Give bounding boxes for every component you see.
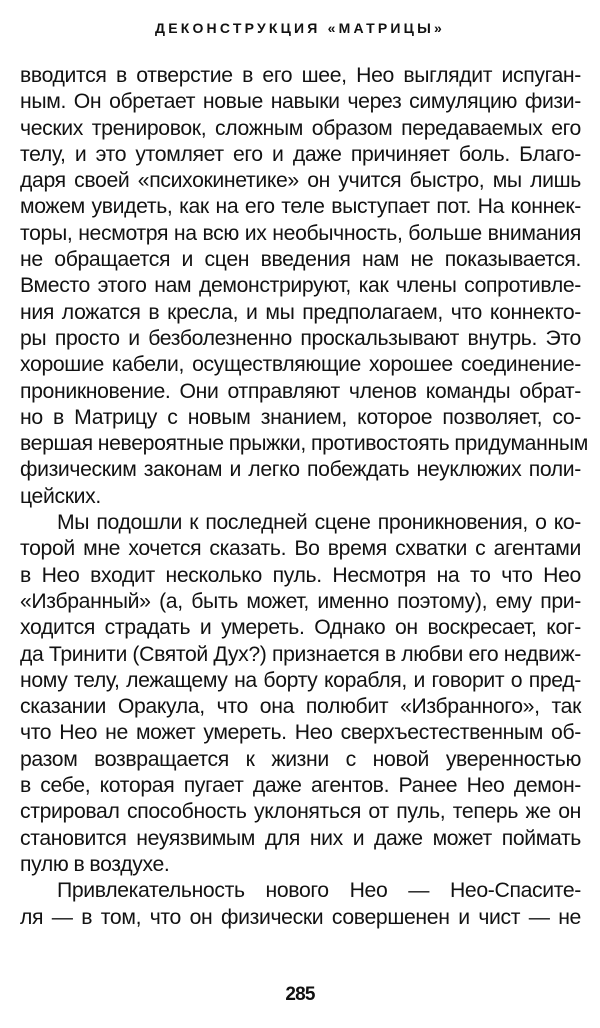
text-line: в себе, которая пугает даже агентов. Ранее Нео демон- — [20, 774, 581, 798]
text-line: ния ложатся в кресла, и мы предполагаем, что коннекто- — [20, 300, 581, 324]
page-body — [20, 63, 588, 931]
text-line: даря своей «психокинетике» он учится быстро, мы лишь — [20, 169, 581, 193]
text-line: ным. Он обретает новые навыки через симуляцию физи- — [20, 90, 581, 114]
page-number: 285 — [285, 984, 315, 1005]
text-line: но в Матрицу с новым знанием, которое позволяет, со- — [20, 405, 581, 429]
text-line: да Тринити (Святой Дух?) признается в любви его недвиж- — [20, 642, 581, 666]
text-line: Привлекательность нового Нео — Нео-Спасите- — [57, 879, 581, 903]
text-line: вводится в отверстие в его шее, Нео выглядит испуган- — [20, 64, 581, 87]
text-line: «Избранный» (а, быть может, именно поэтому), ему при- — [20, 589, 581, 613]
text-line: ному телу, лежащему на борту корабля, и говорит о пред- — [20, 668, 581, 692]
text-line: Вместо этого нам демонстрируют, как члены сопротивле- — [20, 274, 581, 298]
text-line: можем увидеть, как на его теле выступает пот. На коннек- — [20, 195, 581, 219]
text-line: телу, и это утомляет его и даже причиняет боль. Благо- — [20, 142, 581, 166]
running-head-title: ДЕКОНСТРУКЦИЯ «МАТРИЦЫ» — [155, 20, 445, 36]
text-line: не обращается и сцен введения нам не показывается. — [20, 248, 581, 272]
text-line: ля — в том, что он физически совершенен и чист — не — [20, 905, 581, 929]
text-line: торой мне хочется сказать. Во время схватки с агентами — [20, 537, 581, 561]
text-line: цейских. — [20, 484, 101, 508]
text-line: разом возвращается к жизни с новой уверенностью — [20, 747, 581, 771]
text-line: ры просто и безболезненно проскальзывают внутрь. Это — [20, 326, 581, 350]
paragraph-3 — [20, 878, 581, 931]
text-line: проникновение. Они отправляют членов команды обрат- — [20, 379, 581, 403]
text-line: становится неуязвимым для них и даже может поймать — [20, 826, 581, 850]
text-line: торы, несмотря на всю их необычность, больше внимания — [20, 221, 581, 245]
text-line: физическим законам и легко побеждать неуклюжих поли- — [20, 458, 581, 482]
text-line: ческих тренировок, сложным образом передаваемых его — [20, 116, 581, 140]
text-line: в Нео входит несколько пуль. Несмотря на то что Нео — [20, 563, 581, 587]
text-line: сказании Оракула, что она полюбит «Избранного», так — [20, 695, 581, 719]
paragraph-1 — [20, 63, 588, 510]
text-line: что Нео не может умереть. Нео сверхъестественным об- — [20, 721, 581, 745]
text-line: хорошие кабели, осуществляющие хорошее соединение- — [20, 353, 581, 377]
paragraph-2 — [20, 510, 581, 878]
text-line: вершая невероятные прыжки, противостоять придуманным — [20, 432, 588, 456]
text-line: Мы подошли к последней сцене проникновения, о ко- — [57, 511, 581, 535]
text-line: пулю в воздухе. — [20, 852, 170, 876]
text-line: стрировал способность уклоняться от пуль, теперь же он — [20, 800, 581, 824]
text-line: ходится страдать и умереть. Однако он воскресает, ког- — [20, 616, 581, 640]
